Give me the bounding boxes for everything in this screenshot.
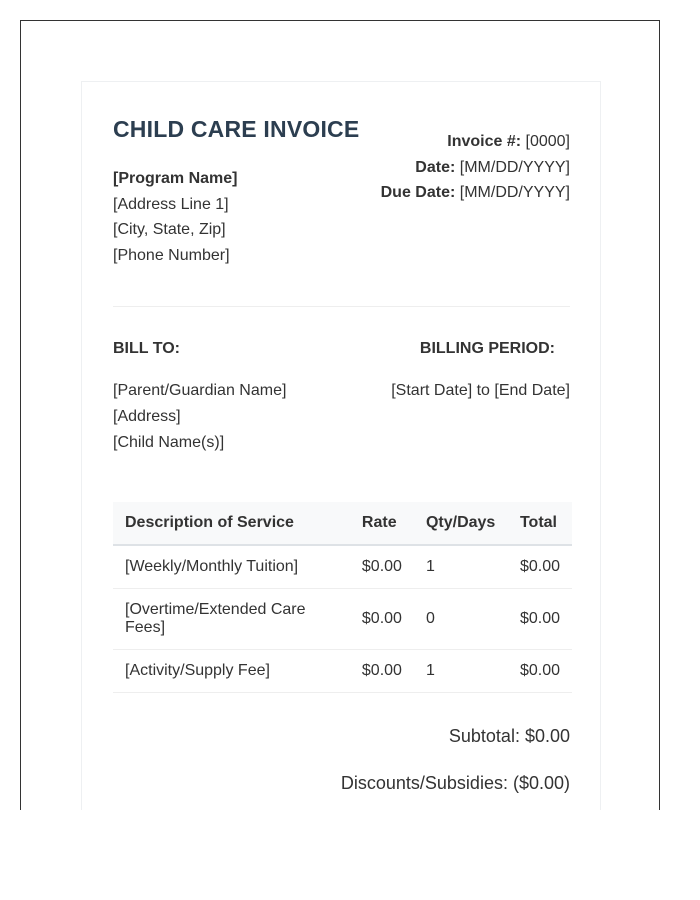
child-names: [Child Name(s)]	[113, 434, 225, 451]
column-header-rate: Rate	[350, 502, 414, 545]
table-row	[113, 589, 572, 650]
invoice-number-label: Invoice #:	[447, 133, 522, 150]
service-total: $0.00	[508, 545, 572, 589]
table-row	[113, 650, 572, 693]
invoice-meta	[381, 129, 570, 206]
invoice-title: CHILD CARE INVOICE	[113, 116, 360, 142]
parent-guardian-name: [Parent/Guardian Name]	[113, 382, 287, 399]
invoice-number-value: [0000]	[525, 133, 570, 150]
discounts-subsidies: Discounts/Subsidies: ($0.00)	[340, 773, 570, 793]
program-name: [Program Name]	[113, 170, 238, 187]
invoice-sheet	[81, 81, 601, 810]
service-qty: 0	[414, 589, 508, 650]
page-frame	[20, 20, 660, 810]
bill-to-details	[113, 378, 286, 456]
bill-to-heading: BILL TO:	[113, 340, 180, 357]
program-address-line-1: [Address Line 1]	[113, 195, 229, 213]
program-phone: [Phone Number]	[113, 246, 230, 264]
service-rate: $0.00	[350, 589, 414, 650]
service-total: $0.00	[508, 589, 572, 650]
service-description: [Weekly/Monthly Tuition]	[113, 545, 350, 589]
invoice-date-value: [MM/DD/YYYY]	[459, 158, 570, 176]
service-rate: $0.00	[350, 545, 414, 589]
billing-period-heading: BILLING PERIOD:	[419, 340, 555, 357]
program-city-state-zip: [City, State, Zip]	[113, 221, 226, 238]
service-rate: $0.00	[350, 650, 414, 693]
services-table	[113, 502, 572, 693]
service-description: [Activity/Supply Fee]	[113, 650, 350, 693]
service-total: $0.00	[508, 650, 572, 693]
column-header-description: Description of Service	[113, 502, 350, 545]
column-header-qty: Qty/Days	[414, 502, 508, 545]
service-qty: 1	[414, 650, 508, 693]
invoice-number-row	[381, 129, 570, 155]
table-header-row	[113, 502, 572, 545]
billing-period-range: [Start Date] to [End Date]	[391, 382, 570, 399]
section-divider	[113, 306, 570, 307]
invoice-date-row	[381, 155, 570, 181]
program-info	[113, 166, 237, 268]
bill-to-address: [Address]	[113, 408, 181, 425]
invoice-date-label: Date:	[415, 158, 456, 176]
invoice-due-date-value: [MM/DD/YYYY]	[459, 184, 570, 201]
subtotal: Subtotal: $0.00	[448, 726, 570, 746]
table-row	[113, 545, 572, 589]
invoice-due-date-row	[381, 180, 570, 206]
service-description: [Overtime/Extended Care Fees]	[113, 589, 350, 650]
invoice-due-date-label: Due Date:	[380, 184, 456, 201]
service-qty: 1	[414, 545, 508, 589]
column-header-total: Total	[508, 502, 572, 545]
